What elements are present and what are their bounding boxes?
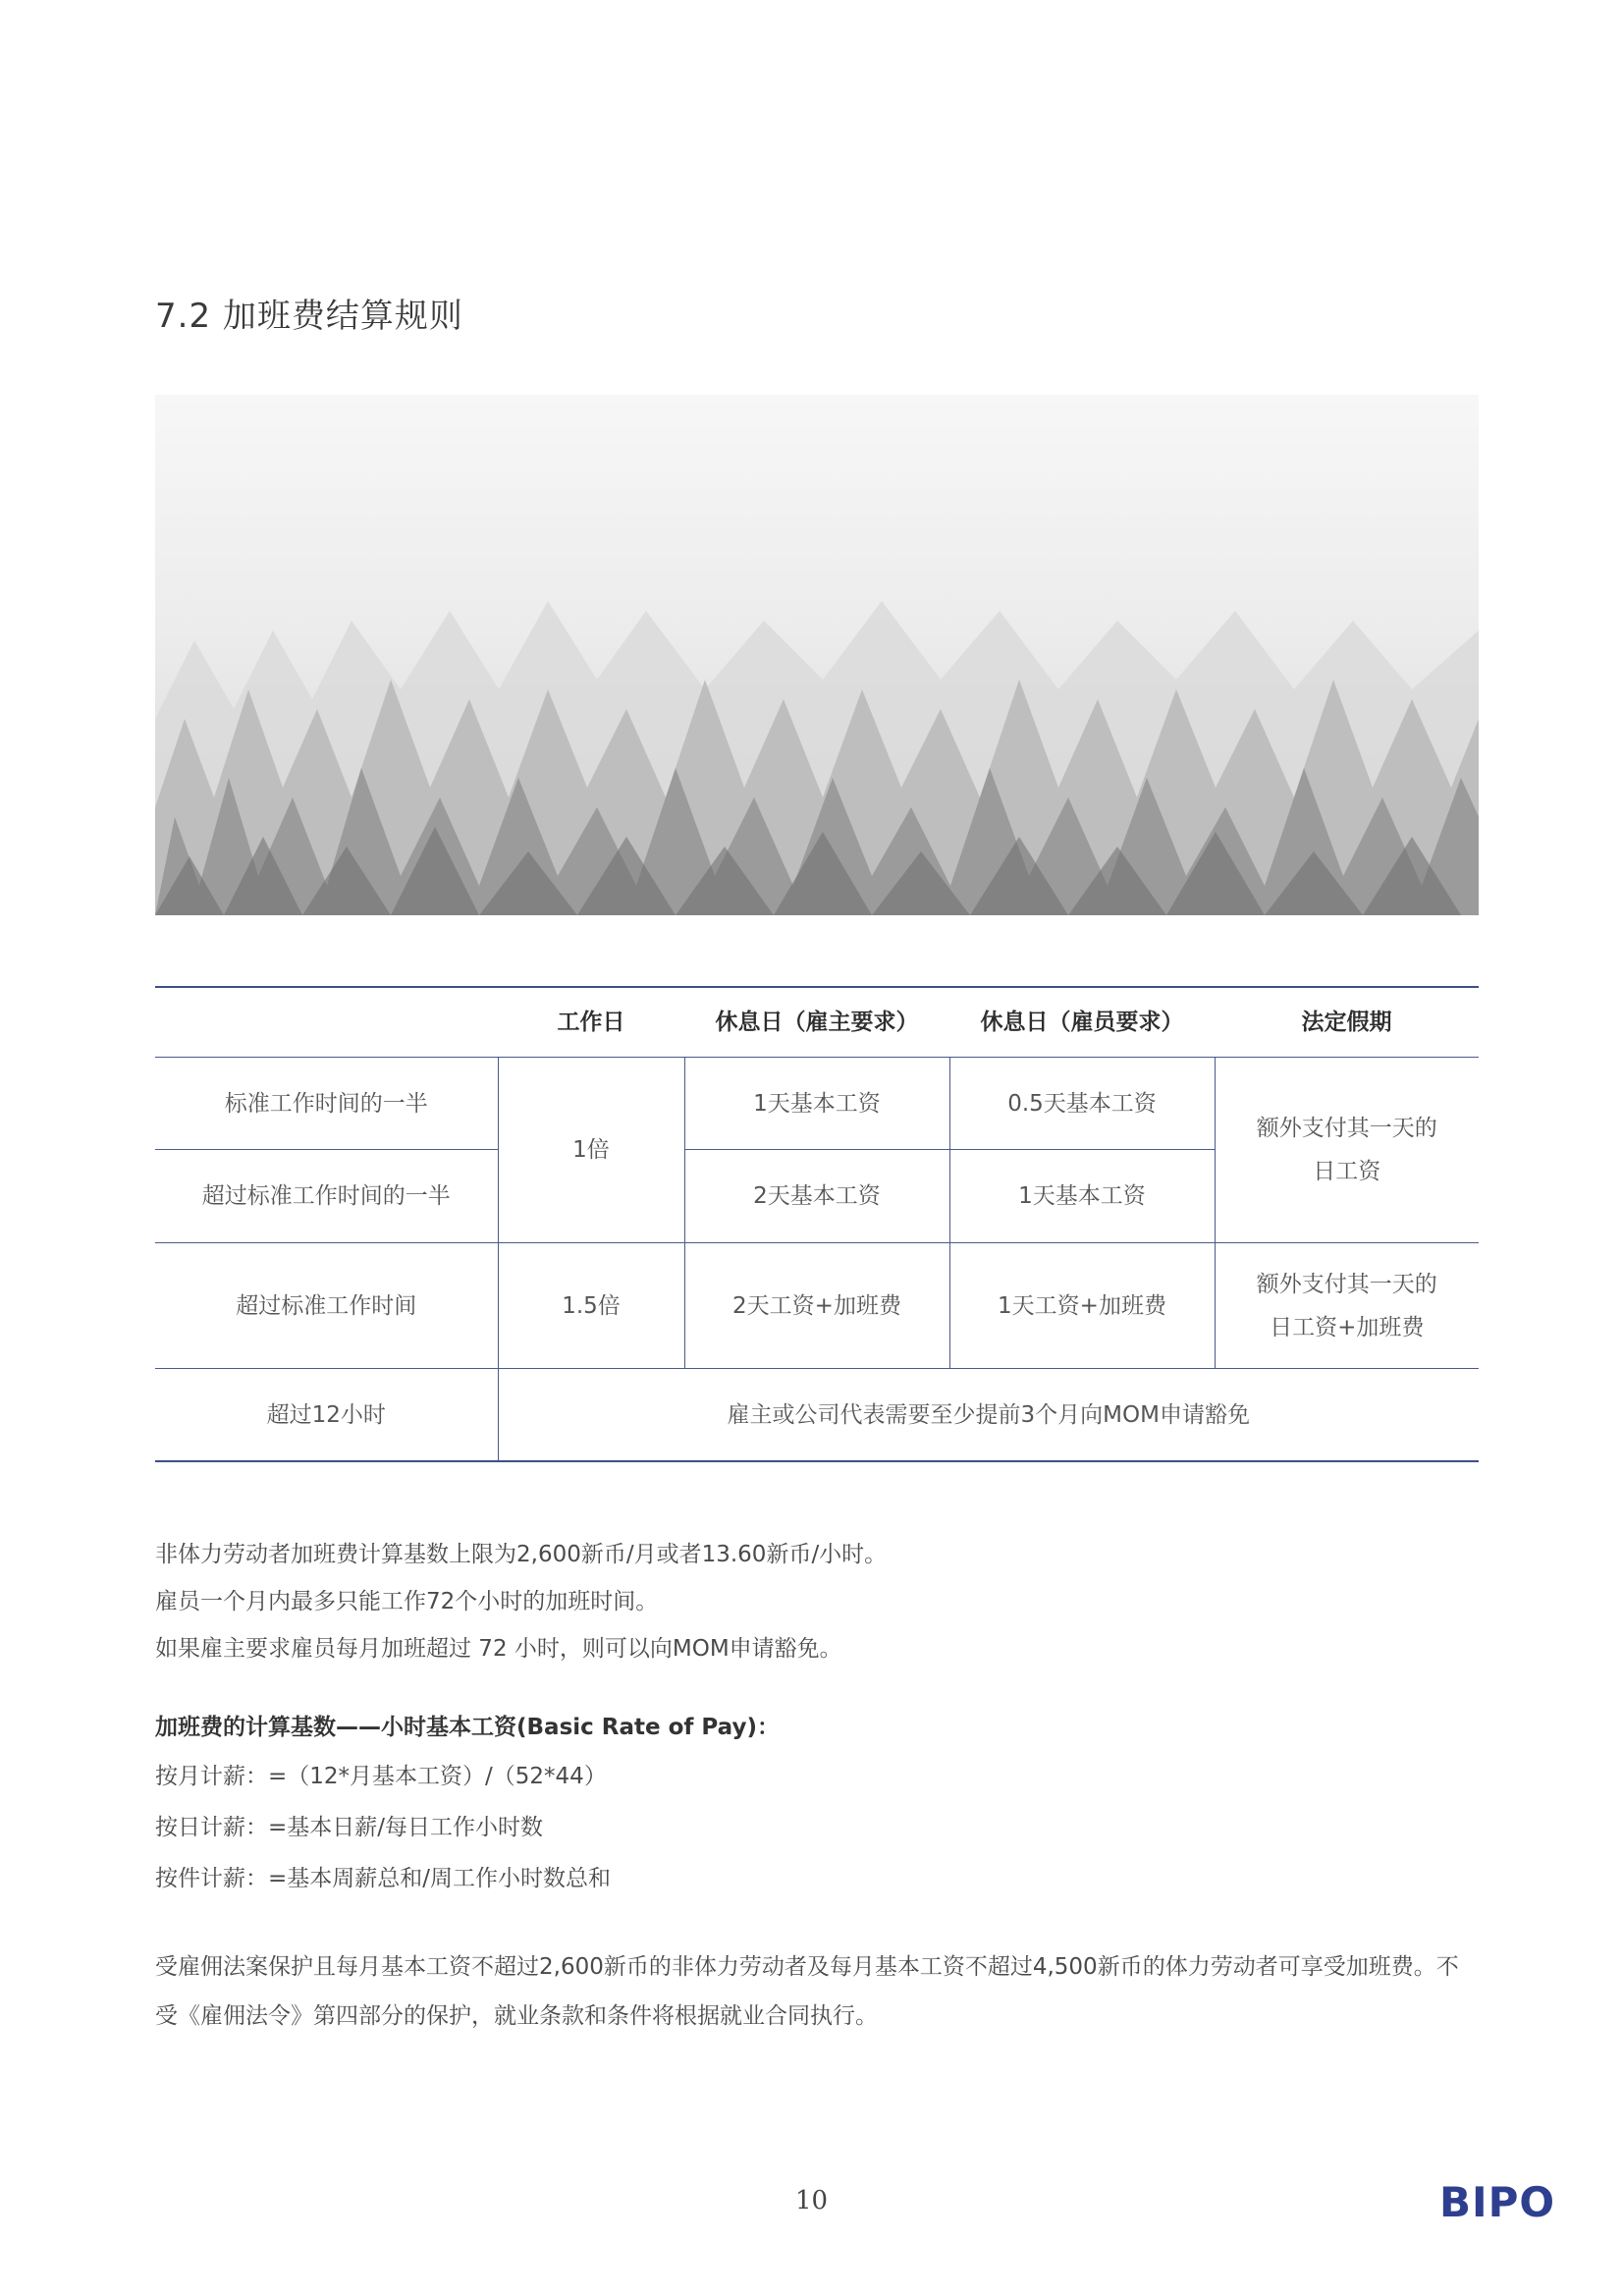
note-2: 雇员一个月内最多只能工作72个小时的加班时间。: [155, 1589, 659, 1614]
cell-holiday-line2: 日工资: [1313, 1159, 1381, 1184]
cell-holiday-line1: 额外支付其一天的: [1256, 1271, 1437, 1297]
header-blank: [155, 987, 498, 1058]
header-workday: 工作日: [498, 987, 684, 1058]
table-row: [155, 1058, 1479, 1150]
basis-monthly: 按月计薪：=（12*月基本工资）/（52*44）: [155, 1764, 607, 1789]
row-label: 超过标准工作时间: [155, 1243, 498, 1369]
closing-line-2: 受《雇佣法令》第四部分的保护，就业条款和条件将根据就业合同执行。: [155, 2003, 878, 2029]
cell-rest-employer: 1天基本工资: [684, 1058, 949, 1150]
basis-daily: 按日计薪：=基本日薪/每日工作小时数: [155, 1815, 544, 1840]
header-rest-employer: 休息日（雇主要求）: [684, 987, 949, 1058]
table-row: [155, 1243, 1479, 1369]
cell-holiday: [1215, 1243, 1479, 1369]
basis-title: 加班费的计算基数——小时基本工资(Basic Rate of Pay)：: [155, 1715, 780, 1740]
row-label: 超过标准工作时间的一半: [155, 1150, 498, 1243]
cell-rest-employee: 1天工资+加班费: [949, 1243, 1215, 1369]
cell-rest-employer: 2天基本工资: [684, 1150, 949, 1243]
basis-piece: 按件计薪：=基本周薪总和/周工作小时数总和: [155, 1866, 612, 1891]
note-3: 如果雇主要求雇员每月加班超过 72 小时，则可以向MOM申请豁免。: [155, 1636, 842, 1662]
cell-rest-employer: 2天工资+加班费: [684, 1243, 949, 1369]
cell-waiver-note: 雇主或公司代表需要至少提前3个月向MOM申请豁免: [498, 1369, 1479, 1462]
header-holiday: 法定假期: [1215, 987, 1479, 1058]
row-label: 超过12小时: [155, 1369, 498, 1462]
cell-workday: 1倍: [498, 1058, 684, 1243]
snowy-forest-photo: [155, 395, 1479, 915]
row-label: 标准工作时间的一半: [155, 1058, 498, 1150]
cell-holiday-line1: 额外支付其一天的: [1256, 1116, 1437, 1141]
cell-workday: 1.5倍: [498, 1243, 684, 1369]
cell-holiday: [1215, 1058, 1479, 1243]
overtime-table: [155, 986, 1479, 1462]
cell-rest-employee: 0.5天基本工资: [949, 1058, 1215, 1150]
header-rest-employee: 休息日（雇员要求）: [949, 987, 1215, 1058]
closing-line-1: 受雇佣法案保护且每月基本工资不超过2,600新币的非体力劳动者及每月基本工资不超过4,500新币的体力劳动者可享受加班费。不: [155, 1954, 1459, 1980]
cell-holiday-line2: 日工资+加班费: [1270, 1314, 1425, 1340]
table-row: [155, 1369, 1479, 1462]
bipo-logo: BIPO: [1439, 2178, 1556, 2226]
note-1: 非体力劳动者加班费计算基数上限为2,600新币/月或者13.60新币/小时。: [155, 1542, 888, 1567]
page-number: 10: [794, 2186, 829, 2215]
section-heading: 7.2 加班费结算规则: [155, 297, 463, 336]
cell-rest-employee: 1天基本工资: [949, 1150, 1215, 1243]
